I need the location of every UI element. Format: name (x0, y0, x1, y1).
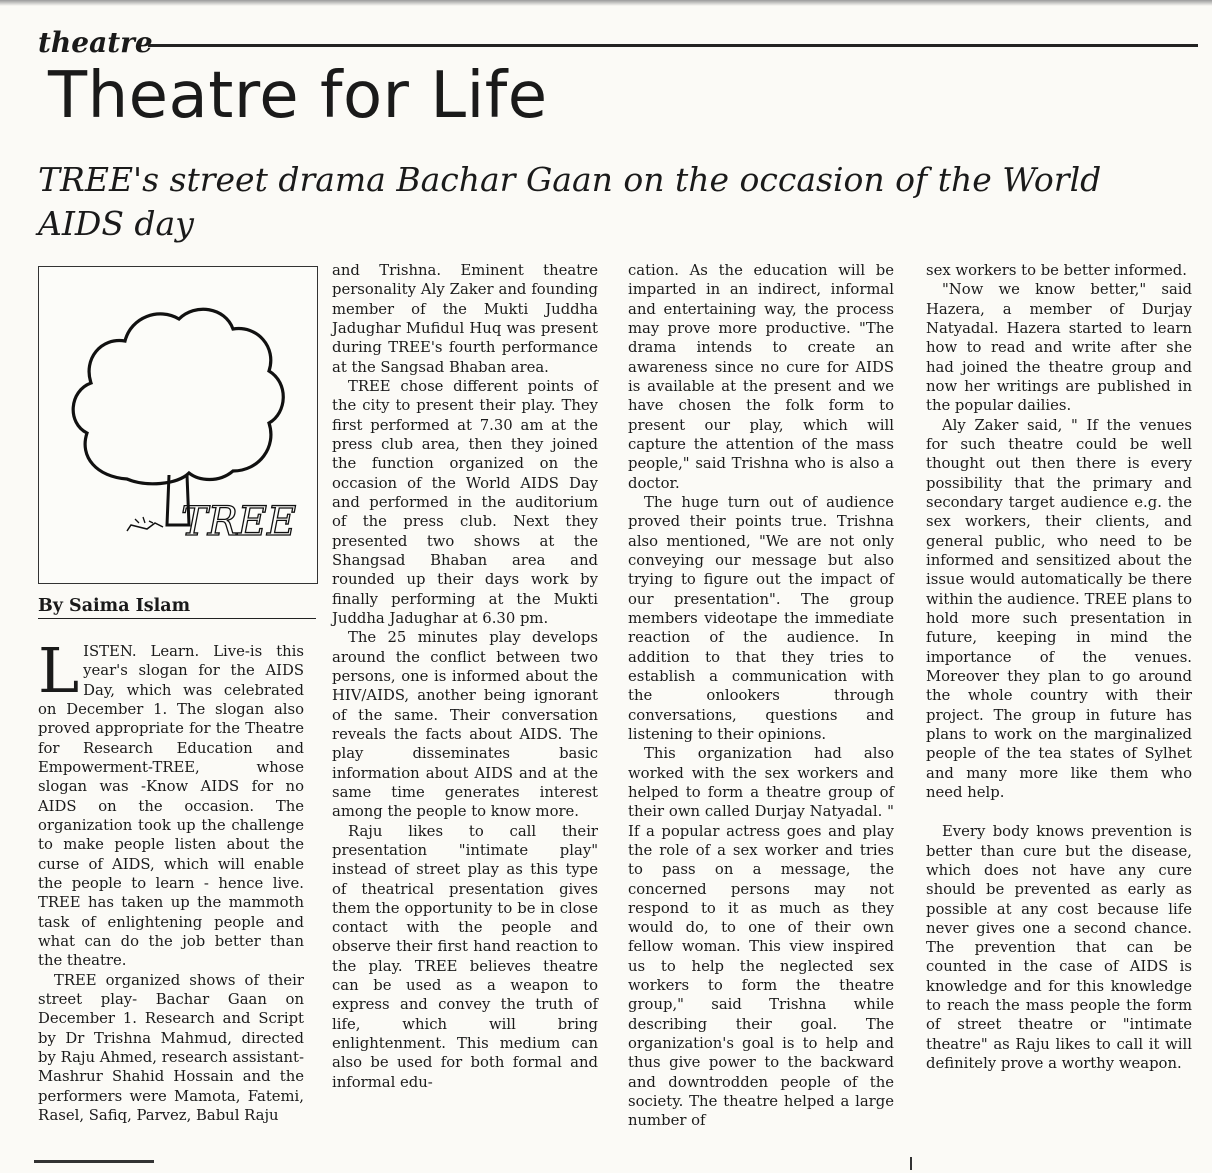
logo-box (38, 266, 318, 584)
section-label: theatre (38, 26, 153, 59)
paragraph: The huge turn out of audience proved their points true. Trishna also mentioned, "We are not only conveying our message but also trying to figure out the impact of our presentation". The group members videotape the immediate reaction of the audience. In addition to that they tries to establish a communication with the onlookers through conversations, questions and listening to their opinions. (628, 493, 894, 743)
paragraph: Raju likes to call their presentation "intimate play" instead of street play as this type of theatrical presentation gives them the opportunity to be in close contact with the people and observe their first hand reaction to the play. TREE believes theatre can be used as a weapon to express and convey the truth of life, which will bring enlightenment. This medium can also be used for both formal and informal edu- (332, 822, 598, 1091)
page-top-edge (0, 0, 1212, 6)
article-column-2 (332, 261, 598, 1092)
paragraph: TREE chose different points of the city to present their play. They first performed at 7.30 am at the press club area, then they joined the function organized on the occasion of the World AIDS Day and performed in the auditorium of the press club. Next they presented two shows at the Shangsad Bhaban area and rounded up their days work by finally performing at the Mukti Juddha Jadughar at 6.30 pm. (332, 377, 598, 627)
article-column-3 (628, 261, 894, 1131)
headline: Theatre for Life (48, 59, 548, 133)
paragraph: Aly Zaker said, " If the venues for such theatre could be well thought out then there is every possibility that the primary and secondary target audience e.g. the sex workers, their clients, and general public, who need to be informed and sensitized about the issue would automatically be there within the audience. TREE plans to hold more such presentation in future, keeping in mind the importance of the venues. Moreover they plan to go around the whole country with their project. The group in future has plans to work on the marginalized people of the tea states of Sylhet and many more like them who need help. (926, 416, 1192, 801)
section-header (38, 24, 1198, 64)
column-divider (910, 1157, 912, 1170)
paragraph: and Trishna. Eminent theatre personality Aly Zaker and founding member of the Mukti Juddha Jadughar Mufidul Huq was present during TREE's fourth performance at the Sangsad Bhaban area. (332, 262, 598, 376)
article-column-4 (926, 261, 1192, 1073)
byline-rule (38, 618, 316, 619)
paragraph: This organization had also worked with the sex workers and helped to form a theatre group of their own called Durjay Natyadal. " If a popular actress goes and play the role of a sex worker and tries to pass on a message, the concerned persons may not respond to it as much as they would do, to one of their own fellow woman. This view inspired us to help the neglected sex workers to form the theatre group," said Trishna while describing their goal. The organization's goal is to help and thus give power to the backward and downtrodden people of the society. The theatre helped a large number of (628, 745, 894, 1130)
paragraph: sex workers to be better informed. (926, 262, 1187, 279)
section-rule (148, 44, 1198, 47)
logo-wordmark: TREE (181, 499, 297, 545)
paragraph: LISTEN. Learn. Live-is this year's slogan for the AIDS Day, which was celebrated on December 1. The slogan also proved appropriate for the Theatre for Research Education and Empowerment-TREE, whose slogan was -Know AIDS for no AIDS on the occasion. The organization took up the challenge to make people listen about the curse of AIDS, which will enable the people to learn - hence live. TREE has taken up the mammoth task of enlightening people and what can do the job better than the theatre. (38, 634, 304, 970)
tree-logo-icon (39, 267, 317, 583)
article-column-1 (38, 634, 304, 1125)
paragraph: cation. As the education will be imparted in an indirect, informal and entertaining way, the process may prove more productive. "The drama intends to create an awareness since no cure for AIDS is available at the present and we have chosen the folk form to present our play, which will capture the attention of the mass people," said Trishna who is also a doctor. (628, 262, 894, 492)
next-article-fragment (34, 1160, 154, 1173)
deck-subheadline: TREE's street drama Bachar Gaan on the occasion of the World AIDS day (38, 160, 1102, 243)
byline: By Saima Islam (38, 596, 191, 616)
drop-cap: L (38, 634, 80, 707)
paragraph: "Now we know better," said Hazera, a member of Durjay Natyadal. Hazera started to learn how to read and write after she had joined the theatre group and now her writings are published in the popular dailies. (926, 281, 1192, 415)
paragraph: TREE organized shows of their street play- Bachar Gaan on December 1. Research and Script by Dr Trishna Mahmud, directed by Raju Ahmed, research assistant- Mashrur Shahid Hossain and the performers were Mamota, Fatemi, Rasel, Safiq, Parvez, Babul Raju (38, 971, 304, 1124)
paragraph: Every body knows prevention is better than cure but the disease, which does not have any cure should be prevented as early as possible at any cost because life never gives one a second chance. The prevention that can be counted in the case of AIDS is knowledge and for this knowledge to reach the mass people the form of street theatre or "intimate theatre" as Raju likes to call it will definitely prove a worthy weapon. (926, 823, 1192, 1073)
paragraph: The 25 minutes play develops around the conflict between two persons, one is informed about the HIV/AIDS, another being ignorant of the same. Their conversation reveals the facts about AIDS. The play disseminates basic information about AIDS and at the same time generates interest among the people to know more. (332, 629, 598, 821)
